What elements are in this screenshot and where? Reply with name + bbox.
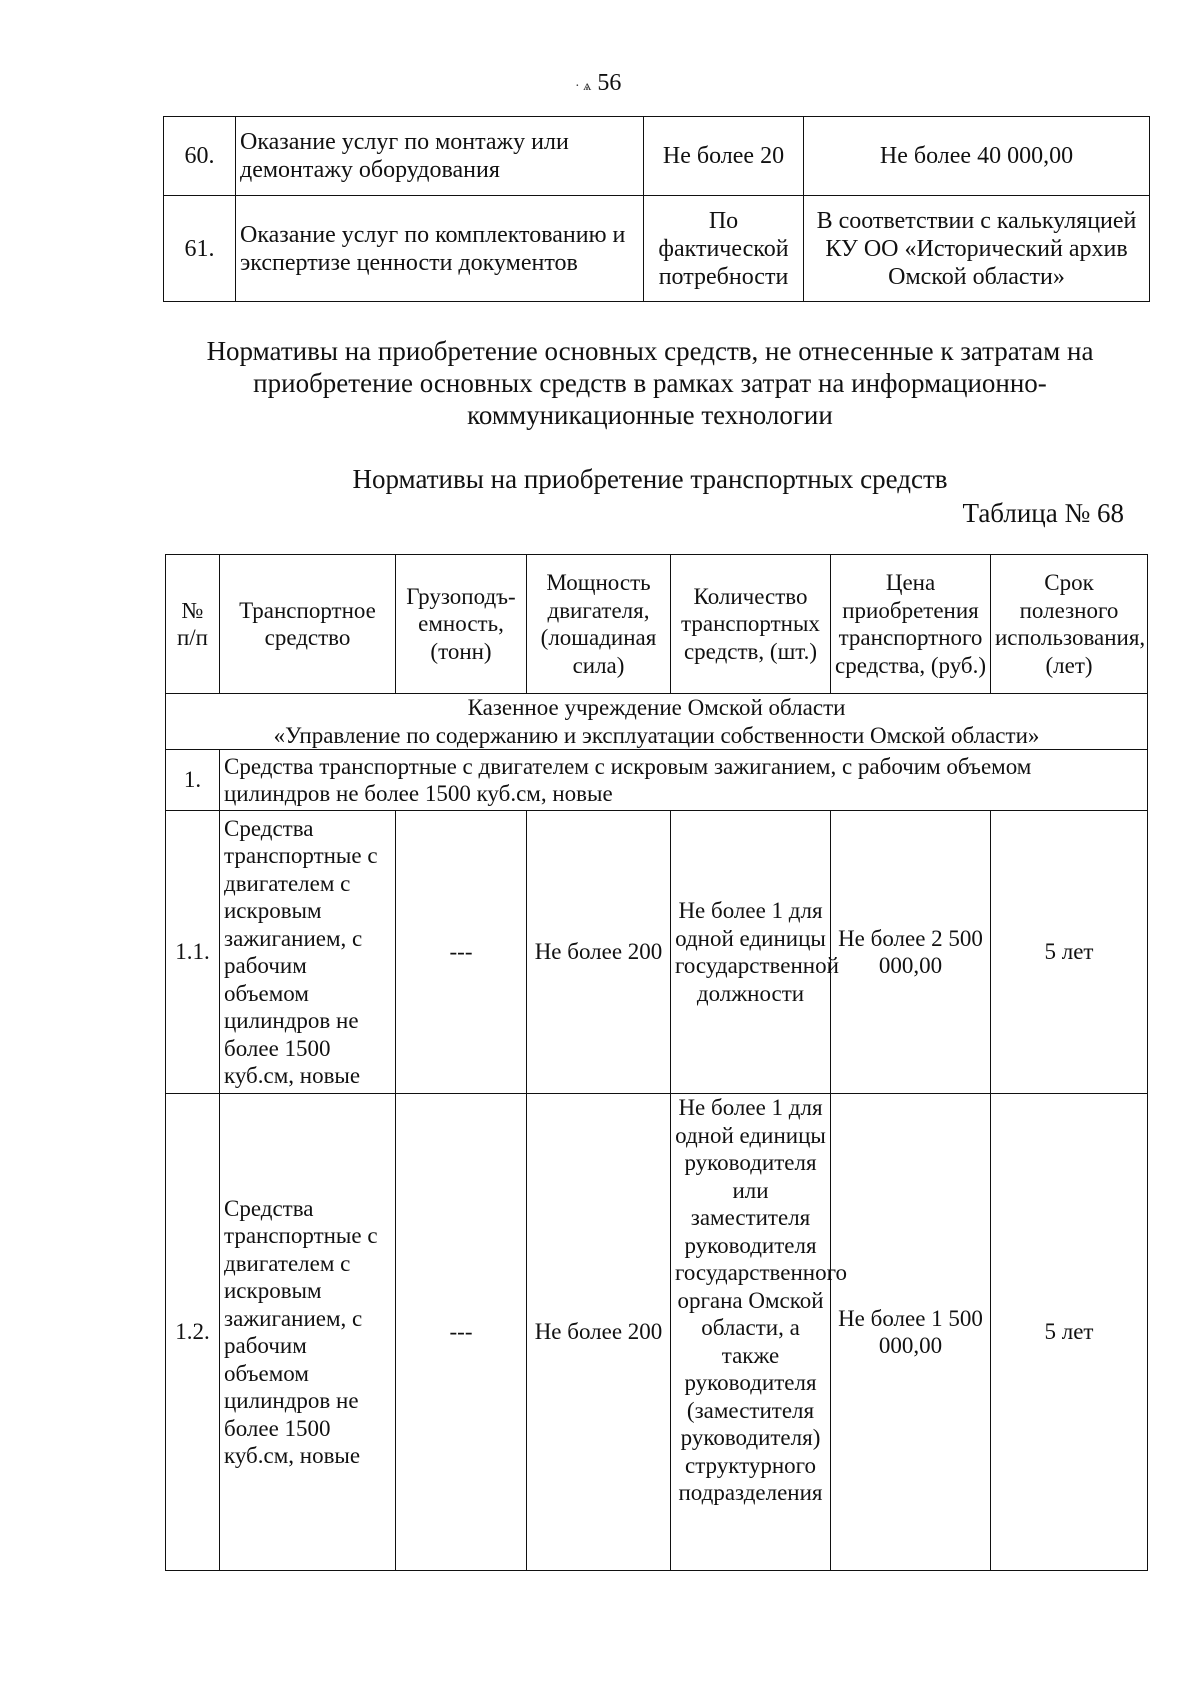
vehicle-count: Не более 1 для одной единицы руководителя или заместителя руководителя государственного органа Омской области, а также руководителя (заместителя руководителя) структурного подразделения	[671, 1094, 831, 1571]
row-number: 1.2.	[166, 1094, 220, 1571]
vehicle-price: Не более 1 500 000,00	[831, 1094, 991, 1571]
vehicle-count: Не более 1 для одной единицы государственной должности	[671, 811, 831, 1094]
vehicle-capacity: ---	[396, 1094, 527, 1571]
service-price: Не более 40 000,00	[804, 117, 1150, 196]
table-label: Таблица № 68	[962, 498, 1124, 528]
section-title: Средства транспортные с двигателем с искровым зажиганием, с рабочим объемом цилиндров не более 1500 куб.см, новые	[220, 750, 1148, 811]
header-count: Количество транспортных средств, (шт.)	[671, 555, 831, 694]
vehicle-power: Не более 200	[527, 1094, 671, 1571]
table-row	[166, 811, 1148, 1094]
header-vehicle: Транспортное средство	[220, 555, 396, 694]
table-row	[166, 1094, 1148, 1571]
service-quantity: Не более 20	[644, 117, 804, 196]
vehicles-table	[165, 554, 1148, 1571]
service-price: В соответствии с калькуляцией КУ ОО «Исторический архив Омской области»	[804, 196, 1150, 302]
header-price: Цена приобретения транспортного средства, (руб.)	[831, 555, 991, 694]
vehicle-price: Не более 2 500 000,00	[831, 811, 991, 1094]
organization-line-2: «Управление по содержанию и эксплуатации собственности Омской области»	[273, 722, 1040, 748]
section-number: 1.	[166, 750, 220, 811]
top-table	[163, 116, 1150, 302]
vehicle-power: Не более 200	[527, 811, 671, 1094]
subsection-heading: Нормативы на приобретение транспортных средств	[352, 464, 948, 494]
header-num: № п/п	[166, 555, 220, 694]
table-row	[164, 117, 1150, 196]
row-number: 1.1.	[166, 811, 220, 1094]
vehicle-name: Средства транспортные с двигателем с искровым зажиганием, с рабочим объемом цилиндров не более 1500 куб.см, новые	[220, 1094, 396, 1571]
header-life: Срок полезного использования, (лет)	[991, 555, 1148, 694]
page-number-area	[575, 70, 695, 97]
page-number: 56	[597, 70, 622, 96]
table-row	[164, 196, 1150, 302]
service-quantity: По фактической потребности	[644, 196, 804, 302]
organization-cell	[166, 694, 1148, 750]
vehicle-capacity: ---	[396, 811, 527, 1094]
organization-row	[166, 694, 1148, 750]
organization-line-1: Казенное учреждение Омской области	[467, 695, 846, 720]
header-power: Мощность двигателя, (лошадиная сила)	[527, 555, 671, 694]
scan-mark: · ѧ	[575, 79, 592, 94]
vehicle-life: 5 лет	[991, 1094, 1148, 1571]
header-row	[166, 555, 1148, 694]
vehicle-life: 5 лет	[991, 811, 1148, 1094]
row-number: 61.	[164, 196, 236, 302]
section-row	[166, 750, 1148, 811]
row-number: 60.	[164, 117, 236, 196]
section-heading: Нормативы на приобретение основных средств, не отнесенные к затратам на приобретение основных средств в рамках затрат на информационно-коммуникационные технологии	[206, 336, 1094, 430]
vehicle-name: Средства транспортные с двигателем с искровым зажиганием, с рабочим объемом цилиндров не более 1500 куб.см, новые	[220, 811, 396, 1094]
service-name: Оказание услуг по монтажу или демонтажу оборудования	[236, 117, 644, 196]
service-name: Оказание услуг по комплектованию и экспертизе ценности документов	[236, 196, 644, 302]
header-capacity: Грузоподъ-емность, (тонн)	[396, 555, 527, 694]
